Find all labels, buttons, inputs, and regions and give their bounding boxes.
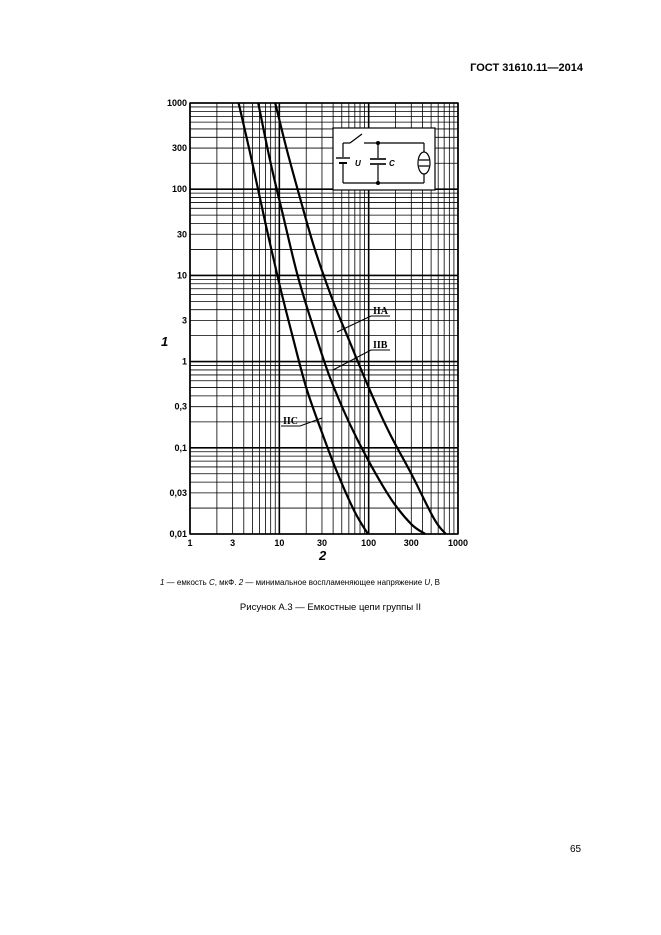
x-tick-label: 1000 [447,538,469,548]
page-number: 65 [570,844,582,855]
legend-num-2: 2 [238,578,244,587]
curve-label-iib: IIB [373,340,388,351]
curve-label-iia: IIA [373,306,389,317]
x-tick-label: 100 [361,538,377,548]
legend-desc-2: — минимальное воспламеняющее напряжение [243,578,425,587]
x-tick-label: 3 [230,538,236,548]
y-tick-label: 10 [176,270,187,281]
legend-num-1: 1 [160,578,165,587]
y-tick-label: 0,1 [174,442,187,453]
y-tick-label: 0,03 [169,487,187,498]
circuit-inset [333,128,435,190]
y-tick-label: 300 [171,143,187,154]
y-tick-label: 1000 [166,98,187,108]
x-tick-label: 30 [316,538,327,548]
y-tick-label: 0,3 [174,401,187,412]
x-tick-label: 1 [187,538,193,548]
y-tick-label: 1 [181,356,187,367]
y-tick-label: 100 [171,184,187,195]
junction-dot-top [376,141,380,145]
x-tick-labels [187,538,468,548]
figure-caption: Рисунок А.3 — Емкостные цепи группы II [239,602,422,613]
document-code: ГОСТ 31610.11—2014 [470,62,583,74]
legend-desc-1: — емкость [164,578,209,587]
y-tick-labels [167,98,187,539]
legend-var-u: U [424,578,431,587]
x-tick-label: 10 [274,538,285,548]
y-tick-label: 0,01 [169,529,187,539]
y-tick-label: 3 [181,315,187,326]
legend-unit-1: , мкФ. [214,578,239,587]
junction-dot-bottom [376,181,380,185]
axis-legend [160,578,440,587]
y-axis-label: 1 [161,334,169,349]
x-axis-label: 2 [319,548,327,563]
inset-label-c: C [389,159,395,168]
x-tick-label: 300 [403,538,419,548]
curve-label-iic: IIC [283,416,299,427]
y-tick-label: 30 [176,229,187,240]
legend-var-c: C [208,578,215,587]
legend-unit-2: , В [430,578,440,587]
leader-iib [333,350,371,370]
inset-label-u: U [355,159,361,168]
